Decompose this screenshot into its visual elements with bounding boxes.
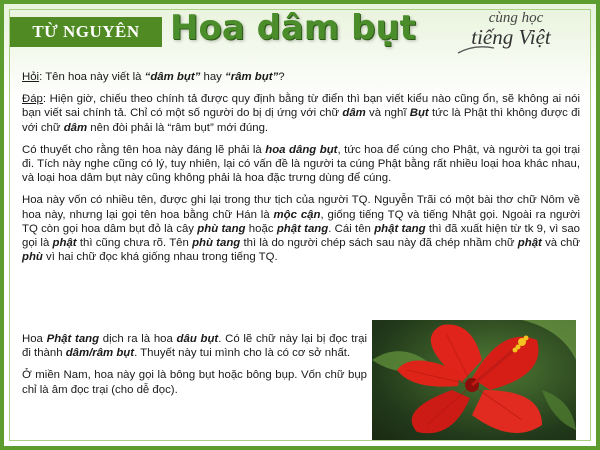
bottom-body <box>22 332 367 405</box>
question-label: Hỏi <box>22 71 40 83</box>
answer-paragraph: Đáp: Hiện giờ, chiếu theo chính tả được quy định bằng từ điển thì bạn viết kiểu nào cũng ổn, sẽ không ai nói bạn viết sai chính tả. Chỉ có một số người do bị dị ứng với chữ dâm và nghĩ Bụt tức là Phật thì không được đi với chữ dâm nên đòi phải là “râm bụt” mới đúng. <box>22 93 580 134</box>
answer-label: Đáp <box>22 93 43 106</box>
term-dam-but: “dâm bụt” <box>144 71 201 83</box>
hibiscus-icon <box>372 320 576 440</box>
translation-paragraph: Hoa Phật tang dịch ra là hoa dâu bụt. Có lẽ chữ này lại bị đọc trại đi thành dâm/râm bụt. Thuyết này tui mình cho là có cơ sở nhất. <box>22 333 368 360</box>
question-paragraph: Hỏi: Tên hoa này viết là “dâm bụt” hay “râm bụt”? <box>22 71 285 83</box>
logo-top-text: cùng học <box>488 10 544 26</box>
page-title: Hoa dâm bụt <box>170 8 416 48</box>
logo <box>436 10 586 68</box>
logo-bottom-text: tiếng Việt <box>471 25 551 49</box>
term-ram-but: “râm bụt” <box>225 71 279 83</box>
section-label: TỪ NGUYÊN <box>10 17 162 47</box>
south-paragraph: Ở miền Nam, hoa này gọi là bông bụt hoặc bông bụp. Vốn chữ bụp chỉ là âm đọc trại (cho dễ đọc). <box>22 369 367 396</box>
hibiscus-photo <box>372 320 576 440</box>
history-paragraph: Hoa này vốn có nhiều tên, được ghi lại trong thư tịch của người TQ. Nguyễn Trãi có một bài thơ chữ Nôm về hoa này, nhưng lại gọi tên hoa bằng chữ Hán là mộc cận, giống tiếng TQ và tiếng Nhật gọi. Ngoài ra người TQ còn gọi hoa dâm bụt đỏ là cây phù tang hoặc phật tang. Cái tên phật tang thì đã xuất hiện từ tk 9, vì sao gọi là phật thì cũng chưa rõ. Tên phù tang thì là do người chép sách sau này đã chép nhầm chữ phật và chữ phù vì hai chữ đọc khá giống nhau trong tiếng TQ. <box>22 194 580 264</box>
swoosh-icon <box>456 44 496 56</box>
article-body <box>22 70 580 272</box>
theory-paragraph: Có thuyết cho rằng tên hoa này đáng lẽ phải là hoa dâng bụt, tức hoa để cúng cho Phật, và người ta gọi trại đi. Tích này nghe cũng có lý, tuy nhiên, lại có vấn đề là người ta cúng Phật bằng rất nhiều loại hoa khác nhau, và loại hoa dâm bụt này cũng không phải là hoa đặc trưng dùng để cúng. <box>22 143 580 185</box>
